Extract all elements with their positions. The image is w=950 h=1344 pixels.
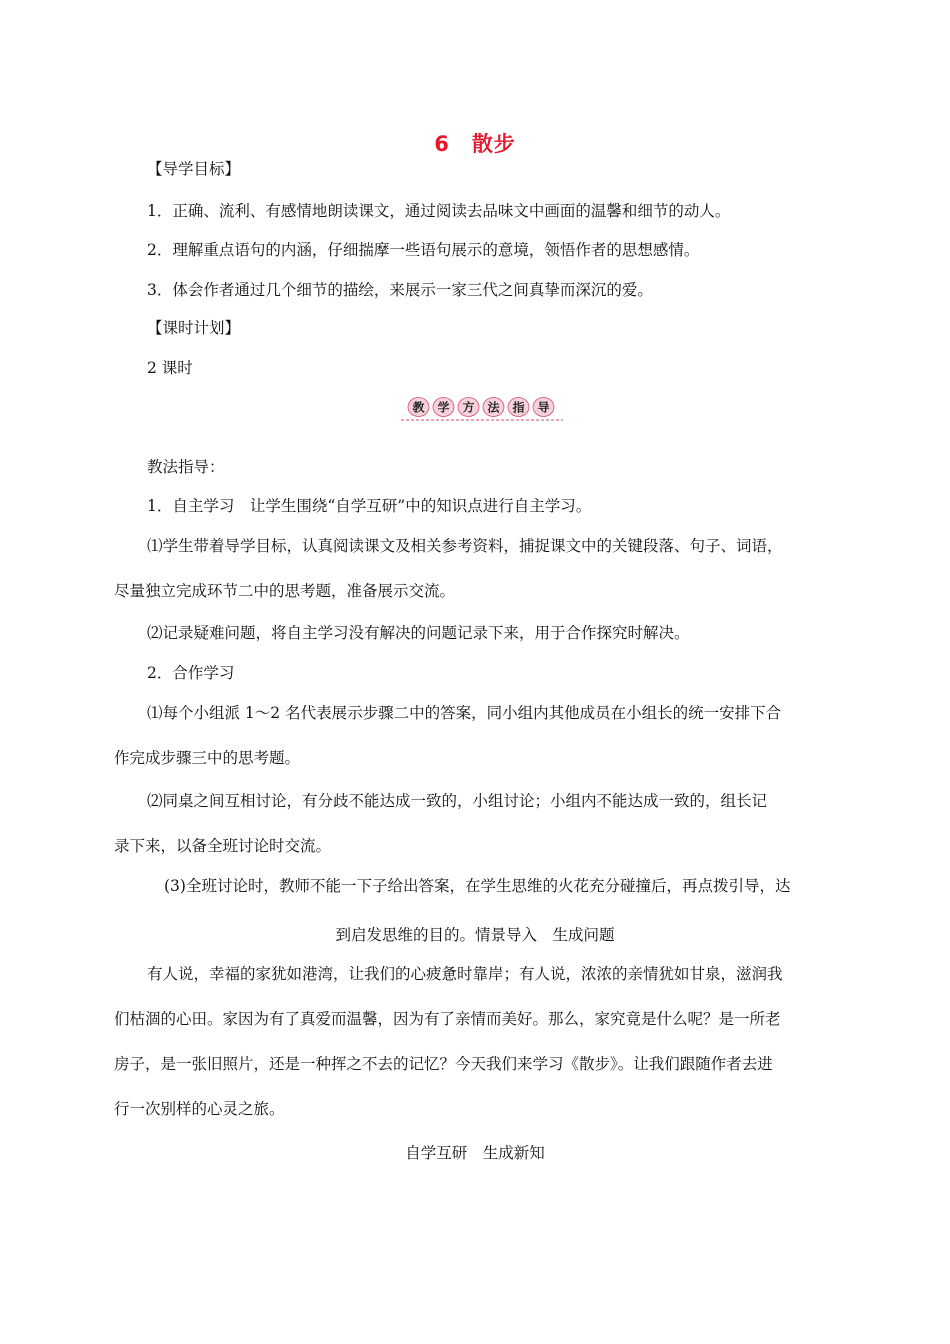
method-item-1: 1．自主学习 让学生围绕“自学互研”中的知识点进行自主学习。	[147, 497, 592, 515]
goal-item-3: 3．体会作者通过几个细节的描绘，来展示一家三代之间真挚而深沉的爱。	[147, 281, 653, 299]
method-item-2-2b: 录下来，以备全班讨论时交流。	[114, 837, 332, 855]
teaching-method-banner	[399, 396, 565, 422]
method-item-2-2a: ⑵同桌之间互相讨论，有分歧不能达成一致的，小组讨论；小组内不能达成一致的，组长记	[147, 792, 768, 810]
banner-char: 方	[462, 400, 475, 415]
goal-item-1: 1．正确、流利、有感情地朗读课文，通过阅读去品味文中画面的温馨和细节的动人。	[147, 202, 731, 220]
method-item-2: 2．合作学习	[147, 664, 235, 682]
footer-heading: 自学互研 生成新知	[405, 1144, 545, 1162]
goal-item-2: 2．理解重点语句的内涵，仔细揣摩一些语句展示的意境，领悟作者的思想感情。	[147, 241, 700, 259]
method-item-1-1b: 尽量独立完成环节二中的思考题，准备展示交流。	[114, 582, 456, 600]
banner-char: 导	[537, 400, 550, 415]
method-item-1-1a: ⑴学生带着导学目标，认真阅读课文及相关参考资料，捕捉课文中的关键段落、句子、词语，	[147, 537, 783, 555]
intro-line-4: 行一次别样的心灵之旅。	[114, 1100, 285, 1118]
lesson-title: 散步	[471, 132, 516, 156]
method-heading: 教法指导：	[147, 458, 225, 476]
banner-char: 学	[437, 400, 450, 415]
method-item-1-2: ⑵记录疑难问题，将自主学习没有解决的问题记录下来，用于合作探究时解决。	[147, 624, 690, 642]
intro-line-2: 们枯涸的心田。家因为有了真爱而温馨，因为有了亲情而美好。那么，家究竟是什么呢？是一所老	[114, 1010, 781, 1028]
page-title	[0, 128, 950, 158]
plan-value: 2 课时	[147, 359, 193, 377]
method-item-2-1b: 作完成步骤三中的思考题。	[114, 749, 301, 767]
banner-char: 教	[412, 400, 425, 415]
intro-line-3: 房子，是一张旧照片，还是一种挥之不去的记忆？今天我们来学习《散步》。让我们跟随作者去进	[114, 1055, 773, 1073]
method-item-2-3b: 到启发思维的目的。情景导入 生成问题	[335, 926, 615, 944]
method-item-2-1a: ⑴每个小组派 1～2 名代表展示步骤二中的答案，同小组内其他成员在小组长的统一安排下合	[147, 704, 782, 722]
intro-line-1: 有人说，幸福的家犹如港湾，让我们的心疲惫时靠岸；有人说，浓浓的亲情犹如甘泉，滋润我	[147, 965, 783, 983]
banner-char: 法	[487, 400, 500, 415]
lesson-number: 6	[434, 132, 450, 156]
goals-header: 【导学目标】	[147, 160, 241, 178]
banner-char: 指	[512, 400, 525, 415]
method-item-2-3a: (3)全班讨论时，教师不能一下子给出答案，在学生思维的火花充分碰撞后，再点拨引导，达	[164, 877, 791, 895]
plan-header: 【课时计划】	[147, 319, 241, 337]
